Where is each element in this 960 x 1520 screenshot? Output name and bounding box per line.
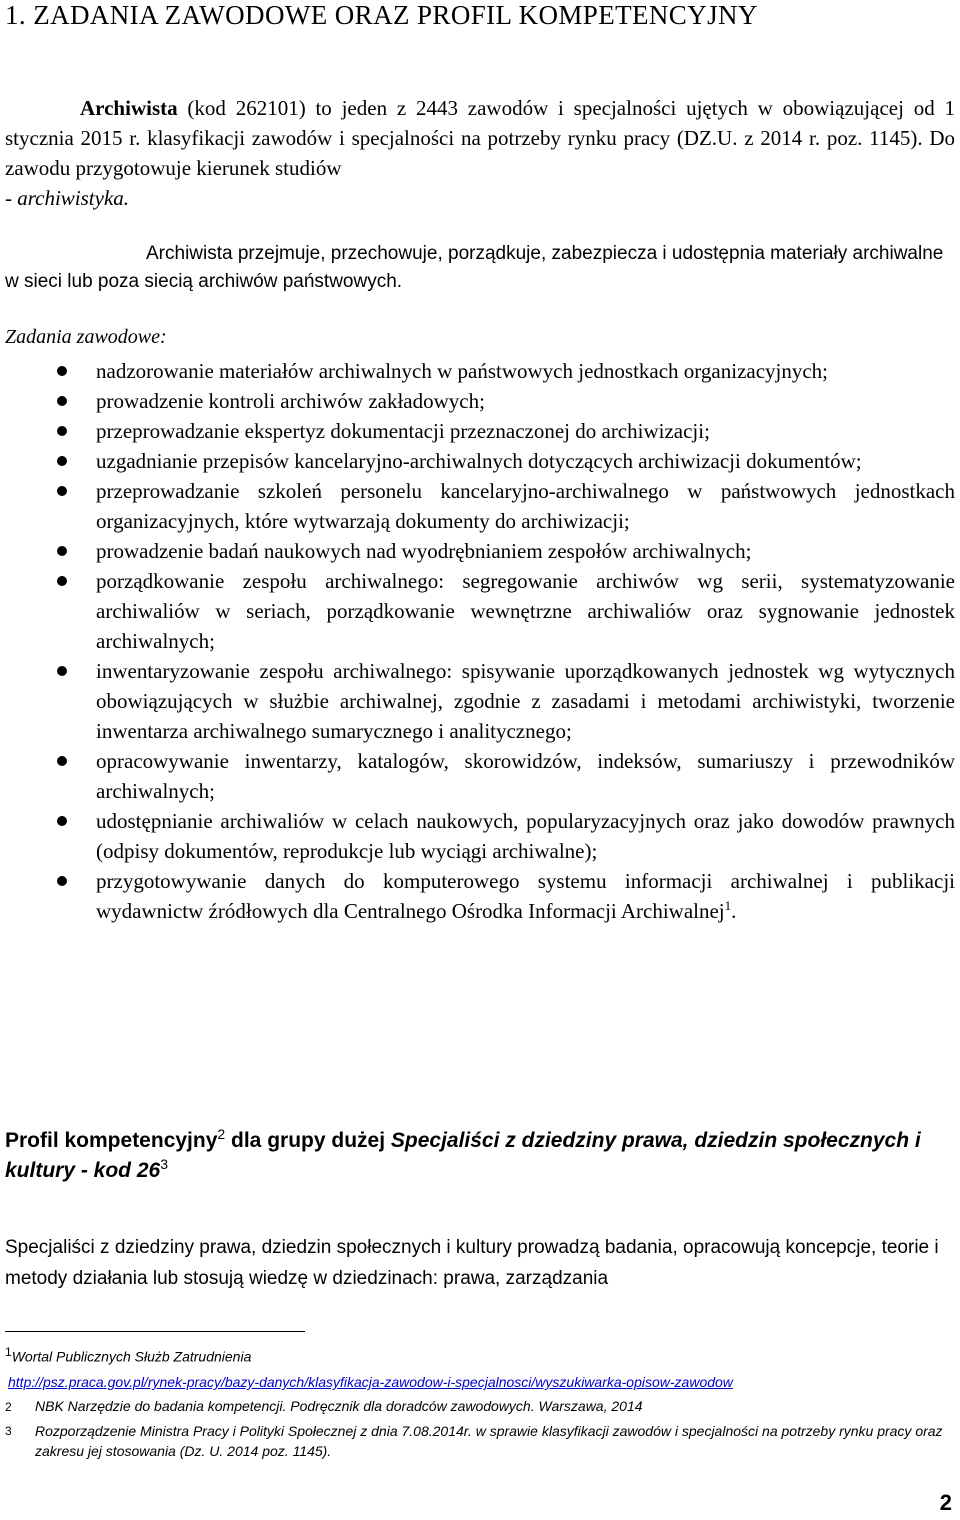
bullet-icon (57, 456, 67, 466)
list-item: przeprowadzanie szkoleń personelu kancelaryjno-archiwalnego w państwowych jednostkach organizacyjnych, które wytwarzają dokumenty do archiwizacji; (0, 476, 955, 536)
list-item: nadzorowanie materiałów archiwalnych w państwowych jednostkach organizacyjnych; (0, 356, 955, 386)
footnote-ref-2[interactable]: 2 (217, 1126, 226, 1142)
footnote-link[interactable]: http://psz.praca.gov.pl/rynek-pracy/bazy-danych/klasyfikacja-zawodow-i-specjalnosci/wyszukiwarka-opisow-zawodow (8, 1374, 733, 1390)
intro-paragraph (5, 93, 955, 213)
list-item: przygotowywanie danych do komputerowego systemu informacji archiwalnej i publikacji wydawnictw źródłowych dla Centralnego Ośrodka Informacji Archiwalnej$^1$. (0, 866, 955, 926)
footnote-2: 2 NBK Narzędzie do badania kompetencji. Podręcznik dla doradców zawodowych. Warszawa, 2014 (5, 1398, 643, 1414)
footnote-1-link[interactable] (8, 1372, 958, 1392)
intro-text: (kod 262101) to jeden z 2443 zawodów i specjalności ujętych w obowiązującej od 1 stycznia 2015 r. klasyfikacji zawodów i specjalności na potrzeby rynku pracy (DZ.U. z 2014 r. poz. 1145). Do zawodu przygotowuje kierunek studiów (5, 96, 955, 180)
bullet-icon (57, 396, 67, 406)
footnote-ref-3[interactable]: 3 (160, 1156, 168, 1172)
description-text: Archiwista przejmuje, przechowuje, porządkuje, zabezpiecza i udostępnia materiały archiwalne w sieci lub poza siecią archiwów państwowych. (5, 243, 944, 292)
bullet-icon (57, 576, 67, 586)
bullet-icon (57, 666, 67, 676)
list-item: porządkowanie zespołu archiwalnego: segregowanie archiwów wg serii, systematyzowanie archiwaliów w seriach, porządkowanie wewnętrzne archiwaliów oraz sygnowanie jednostek archiwalnych; (0, 566, 955, 656)
list-item: prowadzenie kontroli archiwów zakładowych; (0, 386, 955, 416)
section-heading: 1. ZADANIA ZAWODOWE ORAZ PROFIL KOMPETENCYJNY (5, 0, 758, 30)
list-item: przeprowadzanie ekspertyz dokumentacji przeznaczonej do archiwizacji; (0, 416, 955, 446)
bullet-icon (57, 876, 67, 886)
bullet-icon (57, 816, 67, 826)
footnote-3: 3 Rozporządzenie Ministra Pracy i Polityki Społecznej z dnia 7.08.2014r. w sprawie klasyfikacji zawodów i specjalności na potrzeby rynku pracy oraz zakresu jej stosowania (Dz. U. 2014 poz. 1145). (5, 1423, 943, 1459)
list-item: udostępnianie archiwaliów w celach naukowych, popularyzacyjnych oraz jako dowodów prawnych (odpisy dokumentów, reprodukcje lub wyciągi archiwalne); (0, 806, 955, 866)
list-item: uzgadnianie przepisów kancelaryjno-archiwalnych dotyczących archiwizacji dokumentów; (0, 446, 955, 476)
footnote-divider (5, 1331, 305, 1332)
bullet-icon (57, 756, 67, 766)
footnote-1: 1Wortal Publicznych Służb Zatrudnienia (5, 1345, 252, 1365)
list-item: opracowywanie inwentarzy, katalogów, skorowidzów, indeksów, sumariuszy i przewodników archiwalnych; (0, 746, 955, 806)
profile-heading: Profil kompetencyjny$^2$ dla grupy dużej Specjaliści z dziedziny prawa, dziedzin społecznych i kultury - kod $26^3$ (5, 1126, 921, 1182)
footnote-ref-1[interactable]: 1 (724, 898, 732, 913)
bullet-icon (57, 366, 67, 376)
tasks-list (0, 356, 955, 926)
field-of-study: archiwistyka. (17, 186, 130, 210)
list-item: inwentaryzowanie zespołu archiwalnego: spisywanie uporządkowanych jednostek wg wytycznych obowiązujących w służbie archiwalnej, zgodnie z zasadami i metodami archiwistyki, tworzenie inwentarza archiwalnego sumarycznego i analitycznego; (0, 656, 955, 746)
occupation-name: Archiwista (80, 96, 178, 120)
occupation-description (5, 240, 955, 296)
intro-dash: - (5, 186, 18, 210)
bullet-icon (57, 486, 67, 496)
page-number: 2 (939, 1490, 952, 1515)
bullet-icon (57, 546, 67, 556)
bullet-icon (57, 426, 67, 436)
tasks-label: Zadania zawodowe: (5, 326, 167, 348)
profile-paragraph: Specjaliści z dziedziny prawa, dziedzin społecznych i kultury prowadzą badania, opracowują koncepcje, teorie i metody działania lub stosują wiedzę w dziedzinach: prawa, zarządzania (5, 1237, 939, 1289)
list-item: prowadzenie badań naukowych nad wyodrębnianiem zespołów archiwalnych; (0, 536, 955, 566)
